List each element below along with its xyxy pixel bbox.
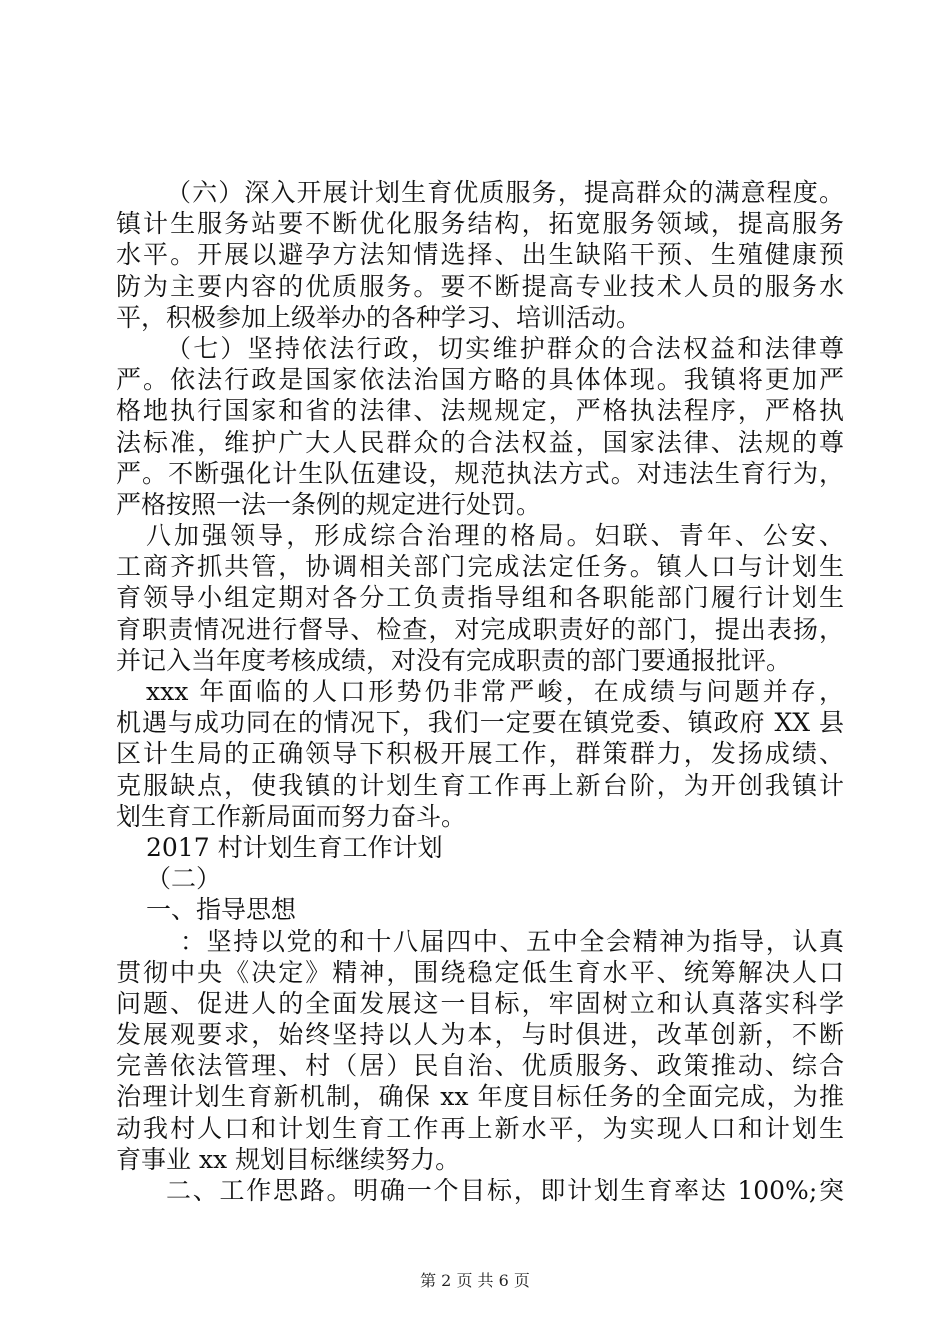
p8-line-2: 工商齐抓共管，协调相关部门完成法定任务。镇人口与计划生 [116,552,844,581]
p8-line-5: 并记入当年度考核成绩，对没有完成职责的部门要通报批评。 [116,646,792,675]
p7-line-3: 格地执行国家和省的法律、法规规定，严格执法程序，严格执 [116,396,844,425]
p10-line-1: ：坚持以党的和十八届四中、五中全会精神为指导，认真 [180,927,844,956]
p7-line-4: 法标准，维护广大人民群众的合法权益，国家法律、法规的尊 [116,428,844,457]
p9-line-1: xxx 年面临的人口形势仍非常严峻，在成绩与问题并存， [146,677,844,706]
heading-guiding-thought: 一、指导思想 [146,895,297,924]
p11-line-1: 二、工作思路。明确一个目标，即计划生育率达 100%;突 [166,1176,844,1205]
p8-line-1: 八加强领导，形成综合治理的格局。妇联、青年、公安、 [146,521,844,550]
section-title: 2017 村计划生育工作计划 [146,833,443,862]
p6-line-1: （六）深入开展计划生育优质服务，提高群众的满意程度。 [166,178,844,207]
p9-line-3: 区计生局的正确领导下积极开展工作，群策群力，发扬成绩、 [116,739,844,768]
p10-line-5: 完善依法管理、村（居）民自治、优质服务、政策推动、综合 [116,1051,844,1080]
p7-line-6: 严格按照一法一条例的规定进行处罚。 [116,490,542,519]
p9-line-2: 机遇与成功同在的情况下，我们一定要在镇党委、镇政府 XX 县 [116,708,844,737]
p8-line-4: 育职责情况进行督导、检查，对完成职责好的部门，提出表扬， [116,615,844,644]
p9-line-4: 克服缺点，使我镇的计划生育工作再上新台阶，为开创我镇计 [116,771,844,800]
p8-line-3: 育领导小组定期对各分工负责指导组和各职能部门履行计划生 [116,583,844,612]
p10-line-3: 问题、促进人的全面发展这一目标，牢固树立和认真落实科学 [116,989,844,1018]
p10-line-7: 动我村人口和计划生育工作再上新水平，为实现人口和计划生 [116,1114,844,1143]
p6-line-3: 水平。开展以避孕方法知情选择、出生缺陷干预、生殖健康预 [116,240,844,269]
p6-line-2: 镇计生服务站要不断优化服务结构，拓宽服务领域，提高服务 [116,209,844,238]
p10-line-6: 治理计划生育新机制，确保 xx 年度目标任务的全面完成，为推 [116,1082,844,1111]
p9-line-5: 划生育工作新局面而努力奋斗。 [116,802,467,831]
p6-line-4: 防为主要内容的优质服务。要不断提高专业技术人员的服务水 [116,272,844,301]
page-number-footer: 第 2 页 共 6 页 [420,1271,530,1290]
p7-line-2: 严。依法行政是国家依法治国方略的具体体现。我镇将更加严 [116,365,844,394]
p7-line-1: （七）坚持依法行政，切实维护群众的合法权益和法律尊 [166,334,844,363]
p10-line-8: 育事业 xx 规划目标继续努力。 [116,1145,461,1174]
p10-line-2: 贯彻中央《决定》精神，围绕稳定低生育水平、统筹解决人口 [116,958,844,987]
p7-line-5: 严。不断强化计生队伍建设，规范执法方式。对违法生育行为， [116,459,844,488]
section-subtitle: （二） [146,864,222,893]
p10-line-4: 发展观要求，始终坚持以人为本，与时俱进，改革创新，不断 [116,1020,844,1049]
p6-line-5: 平，积极参加上级举办的各种学习、培训活动。 [116,303,642,332]
